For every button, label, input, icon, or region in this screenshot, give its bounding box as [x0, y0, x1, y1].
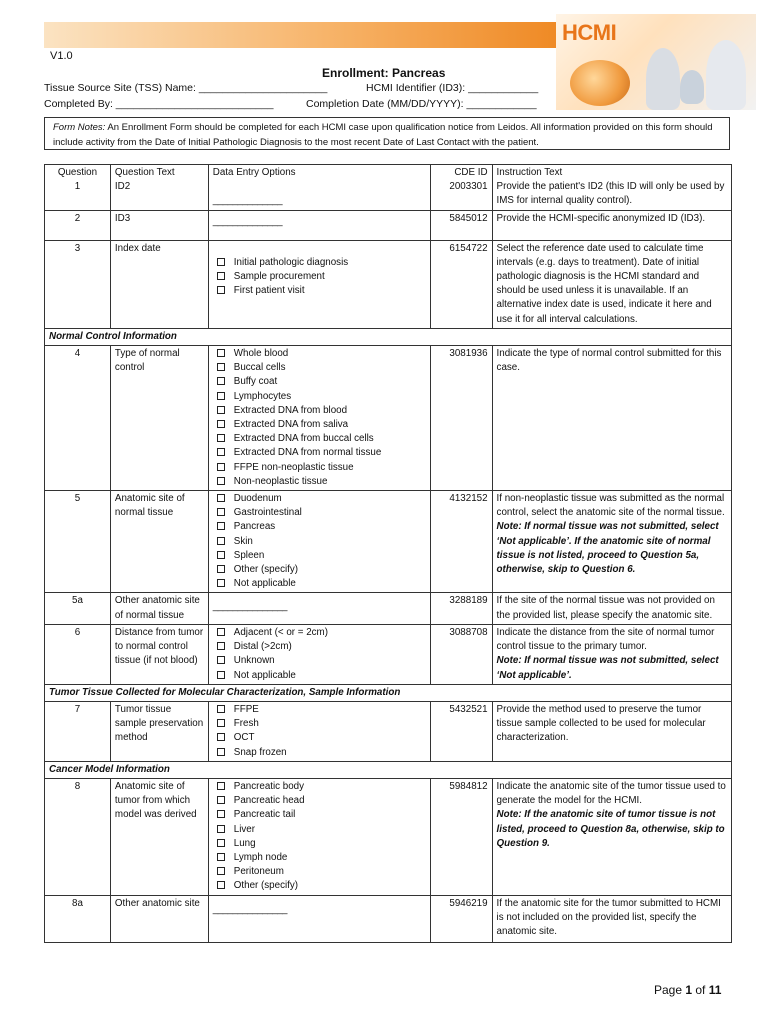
- q7-cde: 5432521: [449, 703, 488, 715]
- q2-blank[interactable]: ______________: [212, 215, 283, 227]
- checkbox[interactable]: [217, 508, 225, 516]
- option-item[interactable]: Extracted DNA from buccal cells: [213, 432, 426, 446]
- section-cancer-model: Cancer Model Information: [45, 761, 732, 778]
- q5-note: Note: If normal tissue was not submitted, select ‘Not applicable’. If the anatomic site of normal tissue is not listed, proceed to Question 5a, otherwise, skip to Question 6.: [496, 521, 719, 576]
- option-item[interactable]: Lung: [213, 837, 426, 851]
- table-row: [45, 778, 732, 895]
- monitor-figure: [680, 70, 704, 104]
- q2-number: 2: [74, 212, 81, 224]
- q5-number: 5: [74, 493, 81, 505]
- form-notes: [44, 117, 730, 150]
- q6-note: Note: If normal tissue was not submitted, select ‘Not applicable’.: [496, 655, 719, 681]
- q4-text: Type of normal control: [114, 348, 180, 374]
- checkbox[interactable]: [217, 565, 225, 573]
- q5a-blank[interactable]: _______________: [212, 601, 288, 613]
- option-item[interactable]: Fresh: [213, 717, 426, 731]
- checkbox[interactable]: [217, 349, 225, 357]
- table-row: [45, 491, 732, 593]
- option-item[interactable]: First patient visit: [213, 284, 426, 298]
- option-item[interactable]: Initial pathologic diagnosis: [213, 256, 426, 270]
- checkbox[interactable]: [217, 839, 225, 847]
- q5a-cde: 3288189: [449, 595, 488, 607]
- q7-number: 7: [74, 703, 81, 715]
- col-header-question: Question: [57, 167, 98, 178]
- checkbox[interactable]: [217, 748, 225, 756]
- checkbox[interactable]: [217, 537, 225, 545]
- table-row: [45, 346, 732, 491]
- checkbox[interactable]: [217, 434, 225, 442]
- q1-instruction: Provide the patient's ID2 (this ID will only be used by IMS for internal quality control).: [496, 181, 725, 207]
- option-item[interactable]: Extracted DNA from saliva: [213, 418, 426, 432]
- checkbox[interactable]: [217, 642, 225, 650]
- col-header-instruction: Instruction Text: [496, 167, 563, 178]
- q3-text: Index date: [114, 242, 161, 254]
- checkbox[interactable]: [217, 733, 225, 741]
- q3-instruction: Select the reference date used to calculate time intervals (e.g. days to treatment). Date of initial pathologic diagnosis is the HCMI standard and should be used unless it is unavailable. If an alternative index date is used, indicate it here and use it for all interval calculations.: [496, 242, 712, 325]
- checkbox[interactable]: [217, 719, 225, 727]
- checkbox[interactable]: [217, 579, 225, 587]
- checkbox[interactable]: [217, 363, 225, 371]
- q2-cde: 5845012: [449, 212, 488, 224]
- option-item[interactable]: Whole blood: [213, 347, 426, 361]
- option-item[interactable]: Pancreas: [213, 520, 426, 534]
- option-item[interactable]: Extracted DNA from blood: [213, 404, 426, 418]
- q6-instruction: Indicate the distance from the site of normal tumor control tissue to the primary tumor.: [496, 626, 715, 653]
- option-item[interactable]: Unknown: [213, 654, 426, 668]
- q5-text: Anatomic site of normal tissue: [114, 493, 185, 519]
- checkbox[interactable]: [217, 671, 225, 679]
- option-item[interactable]: Pancreatic body: [213, 780, 426, 794]
- option-item[interactable]: Extracted DNA from normal tissue: [213, 446, 426, 460]
- q5-instruction: If non-neoplastic tissue was submitted as the normal control, select the anatomic site of the normal tissue.: [496, 493, 725, 519]
- checkbox[interactable]: [217, 782, 225, 790]
- q4-number: 4: [74, 348, 81, 360]
- checkbox[interactable]: [217, 377, 225, 385]
- table-row: [45, 240, 732, 328]
- table-row: [45, 165, 732, 211]
- q6-text: Distance from tumor to normal control tissue (if not blood): [114, 626, 204, 667]
- doctor-figure: [706, 40, 746, 110]
- section-tumor-tissue: Tumor Tissue Collected for Molecular Characterization, Sample Information: [45, 684, 732, 701]
- q8-note: Note: If the anatomic site of tumor tissue is not listed, proceed to Question 8a, otherwise, skip to Question 9.: [496, 809, 725, 849]
- checkbox[interactable]: [217, 522, 225, 530]
- checkbox[interactable]: [217, 810, 225, 818]
- table-row: [45, 701, 732, 761]
- checkbox[interactable]: [217, 881, 225, 889]
- option-item[interactable]: Pancreatic head: [213, 794, 426, 808]
- option-item[interactable]: Distal (>2cm): [213, 640, 426, 654]
- q8a-cde: 5946219: [449, 897, 488, 909]
- option-item[interactable]: Buffy coat: [213, 375, 426, 389]
- option-item[interactable]: Adjacent (< or = 2cm): [213, 626, 426, 640]
- checkbox[interactable]: [217, 272, 225, 280]
- checkbox[interactable]: [217, 448, 225, 456]
- q8-cde: 5984812: [449, 780, 488, 792]
- checkbox[interactable]: [217, 705, 225, 713]
- q6-number: 6: [74, 626, 81, 638]
- checkbox[interactable]: [217, 477, 225, 485]
- hcmi-logo: [556, 14, 756, 110]
- q3-number: 3: [74, 242, 81, 254]
- option-item[interactable]: Liver: [213, 823, 426, 837]
- col-header-options: Data Entry Options: [212, 167, 296, 178]
- enrollment-table: [44, 164, 732, 943]
- q5a-instruction: If the site of the normal tissue was not provided on the provided list, please specify the anatomic site.: [496, 595, 715, 621]
- option-item[interactable]: Spleen: [213, 549, 426, 563]
- q4-cde: 3081936: [449, 348, 488, 360]
- checkbox[interactable]: [217, 420, 225, 428]
- option-item[interactable]: Other (specify): [213, 563, 426, 577]
- checkbox[interactable]: [217, 494, 225, 502]
- checkbox[interactable]: [217, 796, 225, 804]
- q8a-text: Other anatomic site: [114, 897, 200, 909]
- version-label: V1.0: [50, 50, 73, 62]
- q5a-number: 5a: [72, 595, 83, 607]
- q8-instruction: Indicate the anatomic site of the tumor tissue used to generate the model for the HCMI.: [496, 780, 726, 807]
- q5-cde: 4132152: [449, 493, 488, 505]
- option-item[interactable]: OCT: [213, 731, 426, 745]
- checkbox[interactable]: [217, 406, 225, 414]
- checkbox[interactable]: [217, 853, 225, 861]
- q6-cde: 3088708: [449, 626, 488, 638]
- completion-date-field[interactable]: Completion Date (MM/DD/YYYY): ____________: [306, 98, 537, 110]
- q7-text: Tumor tissue sample preservation method: [114, 703, 204, 744]
- col-header-cde: CDE ID: [454, 167, 488, 178]
- table-row: [45, 593, 732, 624]
- page-title: Enrollment: Pancreas: [322, 66, 446, 80]
- q3-cde: 6154722: [449, 242, 488, 254]
- q1-cde: 2003301: [449, 181, 488, 193]
- scientist-figure: [646, 48, 680, 110]
- table-row: [45, 210, 732, 240]
- option-item[interactable]: Peritoneum: [213, 865, 426, 879]
- option-item[interactable]: Non-neoplastic tissue: [213, 475, 426, 489]
- q1-blank[interactable]: ______________: [212, 195, 283, 207]
- q8a-blank[interactable]: _______________: [212, 903, 288, 915]
- option-item[interactable]: Buccal cells: [213, 361, 426, 375]
- tss-name-field[interactable]: Tissue Source Site (TSS) Name: ______________________: [44, 82, 328, 94]
- checkbox[interactable]: [217, 286, 225, 294]
- q4-instruction: Indicate the type of normal control submitted for this case.: [496, 348, 722, 374]
- q7-instruction: Provide the method used to preserve the tumor tissue sample collected to be used for molecular characterization.: [496, 703, 706, 744]
- checkbox[interactable]: [217, 551, 225, 559]
- q8-number: 8: [74, 780, 81, 792]
- section-row: [45, 328, 732, 345]
- option-item[interactable]: Other (specify): [213, 879, 426, 893]
- option-item[interactable]: Duodenum: [213, 492, 426, 506]
- q2-text: ID3: [114, 212, 131, 224]
- form-notes-label: Form Notes:: [53, 122, 106, 133]
- cell-image: [570, 60, 630, 106]
- section-row: [45, 761, 732, 778]
- option-item[interactable]: FFPE: [213, 703, 426, 717]
- checkbox[interactable]: [217, 463, 225, 471]
- checkbox[interactable]: [217, 656, 225, 664]
- section-normal-control: Normal Control Information: [45, 328, 732, 345]
- q2-instruction: Provide the HCMI-specific anonymized ID (ID3).: [496, 212, 706, 224]
- option-item[interactable]: Lymph node: [213, 851, 426, 865]
- header-banner: [44, 22, 556, 48]
- option-item[interactable]: Sample procurement: [213, 270, 426, 284]
- checkbox[interactable]: [217, 867, 225, 875]
- page-number: Page 1 of 11: [654, 983, 722, 997]
- completed-by-field[interactable]: Completed By: ___________________________: [44, 98, 274, 110]
- option-item[interactable]: FFPE non-neoplastic tissue: [213, 461, 426, 475]
- option-item[interactable]: Not applicable: [213, 669, 426, 683]
- q8-text: Anatomic site of tumor from which model was derived: [114, 780, 197, 821]
- option-item[interactable]: Gastrointestinal: [213, 506, 426, 520]
- hcmi-id-field[interactable]: HCMI Identifier (ID3): ____________: [366, 82, 539, 94]
- q1-number: 1: [74, 181, 81, 193]
- form-notes-text: An Enrollment Form should be completed for each HCMI case upon qualification notice from Leidos. All information provided on this form should include activity from the Date of Initial Pathologic Diagnosis to the most recent Date of Last Contact with the patient.: [53, 122, 713, 148]
- option-item[interactable]: Lymphocytes: [213, 390, 426, 404]
- q5a-text: Other anatomic site of normal tissue: [114, 595, 200, 621]
- option-item[interactable]: Snap frozen: [213, 746, 426, 760]
- section-row: [45, 684, 732, 701]
- table-row: [45, 895, 732, 942]
- checkbox[interactable]: [217, 825, 225, 833]
- table-row: [45, 624, 732, 684]
- q8a-instruction: If the anatomic site for the tumor submitted to HCMI is not included on the provided list, specify the anatomic site.: [496, 897, 721, 937]
- checkbox[interactable]: [217, 628, 225, 636]
- logo-text: HCMI: [562, 20, 617, 45]
- option-item[interactable]: Not applicable: [213, 577, 426, 591]
- option-item[interactable]: Pancreatic tail: [213, 808, 426, 822]
- checkbox[interactable]: [217, 258, 225, 266]
- checkbox[interactable]: [217, 392, 225, 400]
- option-item[interactable]: Skin: [213, 535, 426, 549]
- col-header-question-text: Question Text: [114, 167, 175, 178]
- q1-text: ID2: [114, 181, 131, 193]
- q8a-number: 8a: [72, 897, 83, 909]
